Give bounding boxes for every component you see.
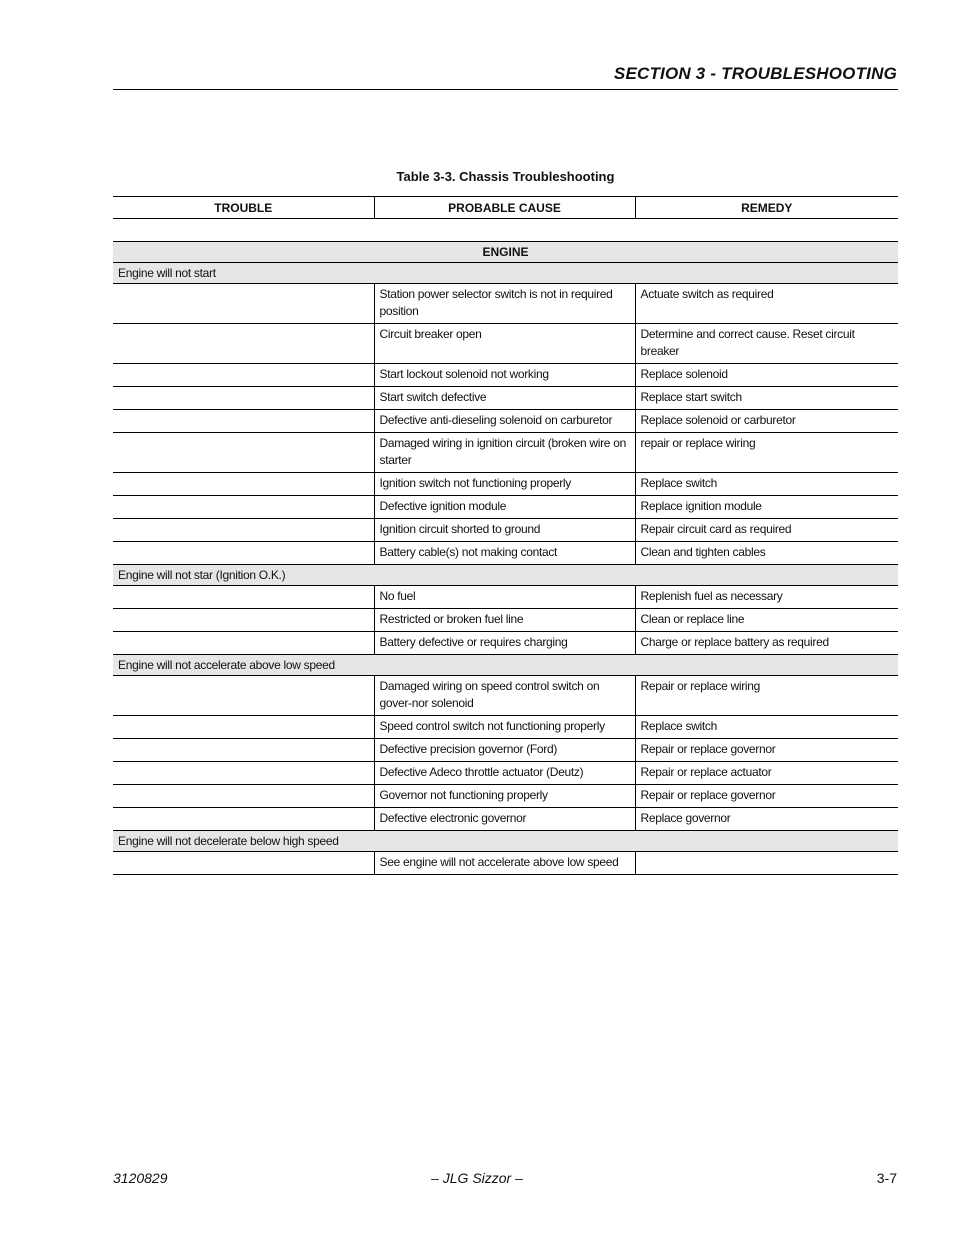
trouble-cell xyxy=(113,808,374,831)
footer-title: – JLG Sizzor – xyxy=(431,1170,523,1186)
trouble-cell xyxy=(113,739,374,762)
trouble-cell xyxy=(113,387,374,410)
remedy-cell: repair or replace wiring xyxy=(635,433,898,473)
trouble-cell xyxy=(113,785,374,808)
probable-cause-cell: Ignition switch not functioning properly xyxy=(374,473,635,496)
table-row xyxy=(113,473,898,496)
table-row xyxy=(113,519,898,542)
remedy-cell xyxy=(635,852,898,875)
table-row xyxy=(113,324,898,364)
spacer-row xyxy=(113,219,898,242)
trouble-cell xyxy=(113,586,374,609)
column-header-remedy: REMEDY xyxy=(635,197,898,219)
remedy-cell: Replace governor xyxy=(635,808,898,831)
column-header-probable-cause: PROBABLE CAUSE xyxy=(374,197,635,219)
remedy-cell: Clean and tighten cables xyxy=(635,542,898,565)
remedy-cell: Replenish fuel as necessary xyxy=(635,586,898,609)
trouble-cell xyxy=(113,433,374,473)
probable-cause-cell: Speed control switch not functioning properly xyxy=(374,716,635,739)
probable-cause-cell: No fuel xyxy=(374,586,635,609)
trouble-cell xyxy=(113,632,374,655)
trouble-cell xyxy=(113,473,374,496)
probable-cause-cell: Ignition circuit shorted to ground xyxy=(374,519,635,542)
table-row xyxy=(113,632,898,655)
table-row xyxy=(113,739,898,762)
column-header-trouble: TROUBLE xyxy=(113,197,374,219)
probable-cause-cell: Damaged wiring on speed control switch on gover-nor solenoid xyxy=(374,676,635,716)
probable-cause-cell: Defective ignition module xyxy=(374,496,635,519)
probable-cause-cell: Restricted or broken fuel line xyxy=(374,609,635,632)
trouble-cell xyxy=(113,410,374,433)
probable-cause-cell: Start switch defective xyxy=(374,387,635,410)
table-row xyxy=(113,586,898,609)
group-title: ENGINE xyxy=(113,242,898,263)
table-row xyxy=(113,433,898,473)
table-header-row xyxy=(113,197,898,219)
header-rule xyxy=(113,89,898,90)
probable-cause-cell: Defective precision governor (Ford) xyxy=(374,739,635,762)
probable-cause-cell: Battery defective or requires charging xyxy=(374,632,635,655)
remedy-cell: Repair or replace actuator xyxy=(635,762,898,785)
trouble-cell xyxy=(113,324,374,364)
table-row xyxy=(113,609,898,632)
table-row xyxy=(113,410,898,433)
footer-doc-number: 3120829 xyxy=(113,1170,168,1186)
table-row xyxy=(113,542,898,565)
remedy-cell: Replace solenoid or carburetor xyxy=(635,410,898,433)
group-title-row xyxy=(113,242,898,263)
remedy-cell: Replace solenoid xyxy=(635,364,898,387)
trouble-cell xyxy=(113,609,374,632)
trouble-cell xyxy=(113,496,374,519)
table-row xyxy=(113,387,898,410)
probable-cause-cell: Defective electronic governor xyxy=(374,808,635,831)
table-body xyxy=(113,219,898,875)
table-row xyxy=(113,284,898,324)
footer-page-number: 3-7 xyxy=(876,1170,897,1186)
probable-cause-cell: Battery cable(s) not making contact xyxy=(374,542,635,565)
probable-cause-cell: Station power selector switch is not in required position xyxy=(374,284,635,324)
probable-cause-cell: See engine will not accelerate above low speed xyxy=(374,852,635,875)
trouble-row xyxy=(113,565,898,586)
remedy-cell: Repair circuit card as required xyxy=(635,519,898,542)
trouble-label: Engine will not accelerate above low speed xyxy=(113,655,898,676)
remedy-cell: Repair or replace governor xyxy=(635,739,898,762)
trouble-cell xyxy=(113,519,374,542)
probable-cause-cell: Damaged wiring in ignition circuit (broken wire on starter xyxy=(374,433,635,473)
trouble-row xyxy=(113,655,898,676)
table-row xyxy=(113,762,898,785)
remedy-cell: Replace switch xyxy=(635,473,898,496)
probable-cause-cell: Defective anti-dieseling solenoid on carburetor xyxy=(374,410,635,433)
table-row xyxy=(113,496,898,519)
remedy-cell: Determine and correct cause. Reset circuit breaker xyxy=(635,324,898,364)
trouble-label: Engine will not start xyxy=(113,263,898,284)
trouble-row xyxy=(113,831,898,852)
remedy-cell: Repair or replace governor xyxy=(635,785,898,808)
table-row xyxy=(113,852,898,875)
probable-cause-cell: Defective Adeco throttle actuator (Deutz) xyxy=(374,762,635,785)
troubleshooting-table xyxy=(113,196,898,875)
remedy-cell: Replace ignition module xyxy=(635,496,898,519)
trouble-cell xyxy=(113,716,374,739)
trouble-cell xyxy=(113,284,374,324)
trouble-cell xyxy=(113,676,374,716)
trouble-cell xyxy=(113,364,374,387)
remedy-cell: Replace start switch xyxy=(635,387,898,410)
table-row xyxy=(113,364,898,387)
probable-cause-cell: Start lockout solenoid not working xyxy=(374,364,635,387)
trouble-label: Engine will not decelerate below high speed xyxy=(113,831,898,852)
trouble-cell xyxy=(113,542,374,565)
probable-cause-cell: Circuit breaker open xyxy=(374,324,635,364)
probable-cause-cell: Governor not functioning properly xyxy=(374,785,635,808)
remedy-cell: Clean or replace line xyxy=(635,609,898,632)
table-row xyxy=(113,785,898,808)
table-row xyxy=(113,676,898,716)
trouble-row xyxy=(113,263,898,284)
trouble-label: Engine will not star (Ignition O.K.) xyxy=(113,565,898,586)
section-title: SECTION 3 - TROUBLESHOOTING xyxy=(613,64,897,83)
remedy-cell: Charge or replace battery as required xyxy=(635,632,898,655)
trouble-cell xyxy=(113,762,374,785)
remedy-cell: Actuate switch as required xyxy=(635,284,898,324)
remedy-cell: Replace switch xyxy=(635,716,898,739)
trouble-cell xyxy=(113,852,374,875)
table-caption: Table 3-3. Chassis Troubleshooting xyxy=(396,169,615,184)
remedy-cell: Repair or replace wiring xyxy=(635,676,898,716)
table-row xyxy=(113,716,898,739)
table-row xyxy=(113,808,898,831)
